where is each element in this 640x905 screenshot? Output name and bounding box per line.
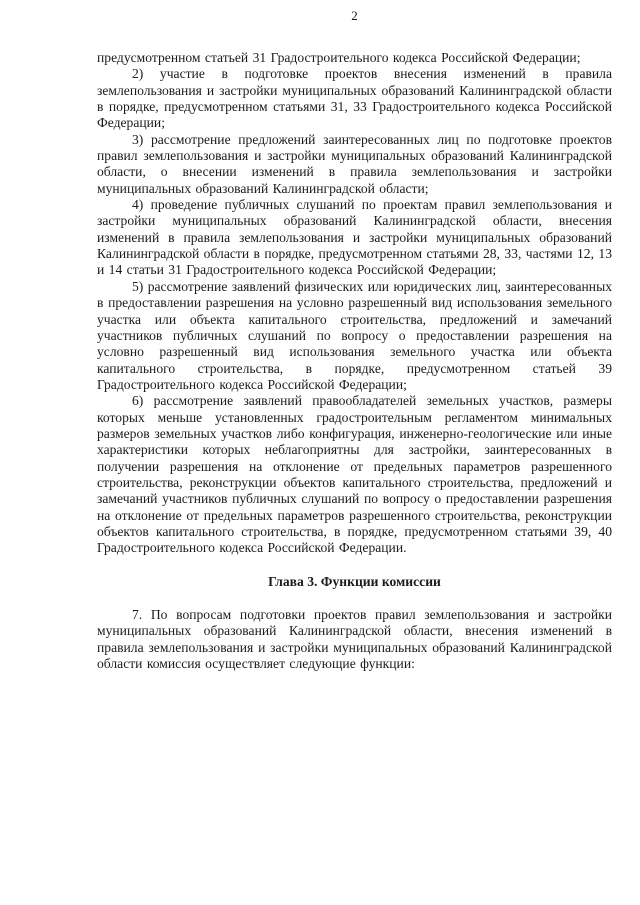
- paragraph-item-5: 5) рассмотрение заявлений физических или юридических лиц, заинтересованных в предоставлении разрешения на условно разрешенный вид использования земельного участка или объекта капитального строительства, предложений и замечаний участников публичных слушаний по вопросу о предоставлении разрешения на условно разрешенный вид использования земельного участка или объекта капитального строительства, в порядке, предусмотренном статьей 39 Градостроительного кодекса Российской Федерации;: [97, 278, 613, 392]
- paragraph-item-2: 2) участие в подготовке проектов внесения изменений в правила землепользования и застройки муниципальных образований Калининградской области в порядке, предусмотренном статьями 31, 33 Градостроительного кодекса Российской Федерации;: [97, 66, 612, 131]
- paragraph-item-3: 3) рассмотрение предложений заинтересованных лиц по подготовке проектов правил землепользования и застройки муниципальных образований Калининградской области, о внесении изменений в правила землепользования и застройки муниципальных образований Калининградской области;: [97, 131, 612, 196]
- document-content: [97, 50, 612, 672]
- paragraph-item-6: 6) рассмотрение заявлений правообладателей земельных участков, размеры которых меньше установленных градостроительным регламентом минимальных размеров земельных участков либо конфигурация, инженерно-геологические или иные характеристики которых неблагоприятны для застройки, заинтересованных в получении разрешения на отклонение от предельных параметров разрешенного строительства, реконструкции объектов капитального строительства, предложений и замечаний участников публичных слушаний по вопросу о предоставлении разрешения на отклонение от предельных параметров разрешенного строительства, реконструкции объектов капитального строительства, в порядке, предусмотренном статьями 39, 40 Градостроительного кодекса Российской Федерации.: [97, 393, 612, 556]
- paragraph-item-7: 7. По вопросам подготовки проектов правил землепользования и застройки муниципальных образований Калининградской области, внесения изменений в правила землепользования и застройки муниципальных образований Калининградской области комиссия осуществляет следующие функции:: [97, 607, 612, 672]
- page-number: 2: [351, 8, 358, 23]
- chapter-heading: Глава 3. Функции комиссии: [268, 573, 441, 589]
- paragraph-continuation: предусмотренном статьей 31 Градостроительного кодекса Российской Федерации;: [97, 50, 581, 65]
- paragraph-item-4: 4) проведение публичных слушаний по проектам правил землепользования и застройки муниципальных образований Калининградской области, внесения изменений в правила землепользования и застройки муниципальных образований Калининградской области в порядке, предусмотренном статьями 28, 33, частями 12, 13 и 14 статьи 31 Градостроительного кодекса Российской Федерации;: [97, 197, 612, 278]
